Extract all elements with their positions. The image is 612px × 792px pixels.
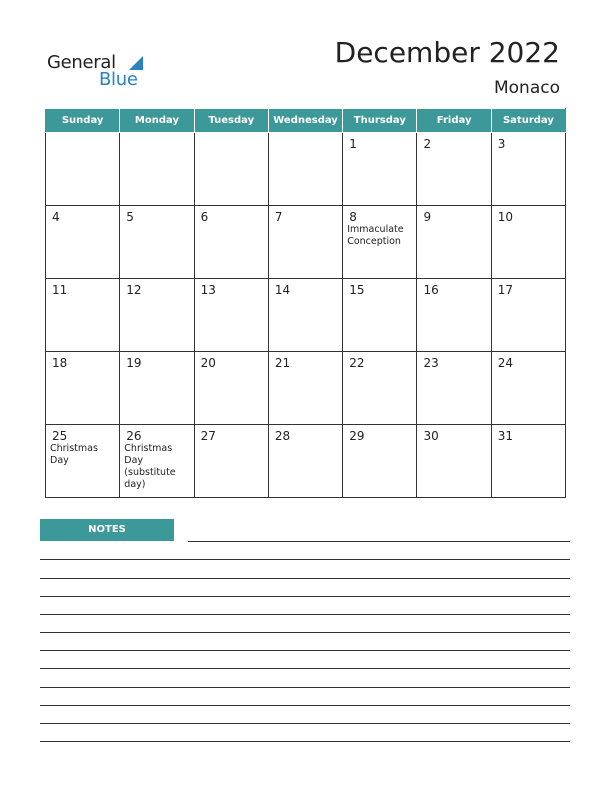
day-cell: [120, 133, 194, 206]
logo-general-text: General: [47, 52, 116, 73]
day-number: 4: [52, 210, 60, 224]
day-number: 23: [423, 356, 439, 370]
brand-logo: [47, 52, 157, 92]
day-number: 22: [349, 356, 365, 370]
day-cell: [194, 425, 268, 498]
day-cell: [268, 352, 342, 425]
day-cell: [417, 206, 491, 279]
day-cell: [120, 279, 194, 352]
holiday-label: Immaculate Conception: [347, 224, 404, 247]
day-cell: [194, 133, 268, 206]
day-number: 20: [200, 356, 216, 370]
notes-label: NOTES: [40, 519, 174, 541]
day-cell: [120, 206, 194, 279]
note-line: [40, 632, 570, 633]
day-number: 31: [497, 429, 514, 443]
week-row: [46, 425, 566, 498]
day-number: 30: [423, 429, 439, 443]
note-line: [40, 614, 570, 615]
day-cell: [491, 279, 565, 352]
weekday-header-row: [46, 109, 566, 133]
day-cell: [417, 279, 491, 352]
note-line: [40, 668, 570, 669]
day-number: 3: [497, 137, 506, 151]
holiday-label: Christmas Day: [50, 443, 98, 466]
day-number: 16: [423, 283, 439, 297]
day-number: 12: [126, 283, 142, 297]
day-number: 2: [423, 137, 432, 151]
note-line: [40, 650, 570, 651]
note-line: [40, 596, 570, 597]
day-number: 18: [52, 356, 68, 370]
note-line: [40, 705, 570, 706]
day-cell: [46, 133, 120, 206]
weekday-header-wednesday: Wednesday: [268, 109, 342, 133]
day-number: 6: [200, 210, 209, 224]
day-number: 5: [126, 210, 134, 224]
weekday-header-sunday: Sunday: [46, 109, 120, 133]
day-number: 15: [349, 283, 365, 297]
week-row: [46, 133, 566, 206]
day-number: 9: [423, 210, 432, 224]
day-cell: [343, 425, 417, 498]
day-cell: [268, 279, 342, 352]
day-number: 26: [126, 429, 142, 443]
day-cell: [46, 425, 120, 498]
note-line: [40, 741, 570, 742]
day-cell: [120, 425, 194, 498]
day-cell: [46, 279, 120, 352]
logo-blue-text: Blue: [99, 69, 138, 90]
day-cell: [194, 279, 268, 352]
day-cell: [343, 279, 417, 352]
day-number: 24: [497, 356, 514, 370]
day-cell: [343, 133, 417, 206]
month-calendar: [45, 108, 566, 498]
page-title: December 2022: [334, 36, 560, 69]
day-cell: [268, 133, 342, 206]
day-number: 7: [274, 210, 283, 224]
day-cell: [491, 352, 565, 425]
calendar-body: [46, 133, 566, 498]
day-number: 10: [497, 210, 514, 224]
day-number: 14: [274, 283, 291, 297]
day-cell: [417, 425, 491, 498]
note-line: [40, 687, 570, 688]
day-cell: [491, 425, 565, 498]
week-row: [46, 352, 566, 425]
note-line: [40, 578, 570, 579]
logo-triangle-icon: [129, 56, 143, 70]
day-cell: [491, 133, 565, 206]
weekday-header-friday: Friday: [417, 109, 491, 133]
day-cell: [343, 352, 417, 425]
day-number: 19: [126, 356, 142, 370]
weekday-header-monday: Monday: [120, 109, 194, 133]
day-cell: [194, 352, 268, 425]
note-line: [188, 541, 570, 542]
day-number: 17: [497, 283, 514, 297]
note-line: [40, 559, 570, 560]
day-number: 25: [52, 429, 68, 443]
country-label: Monaco: [493, 78, 560, 98]
day-cell: [491, 206, 565, 279]
day-cell: [194, 206, 268, 279]
week-row: [46, 279, 566, 352]
day-number: 11: [52, 283, 68, 297]
weekday-header-thursday: Thursday: [343, 109, 417, 133]
day-number: 28: [274, 429, 291, 443]
day-cell: [268, 425, 342, 498]
day-cell: [120, 352, 194, 425]
day-number: 13: [200, 283, 216, 297]
day-cell: [417, 133, 491, 206]
day-cell: [268, 206, 342, 279]
day-number: 27: [200, 429, 216, 443]
weekday-header-saturday: Saturday: [491, 109, 565, 133]
note-line: [40, 723, 570, 724]
day-number: 1: [349, 137, 357, 151]
day-number: 8: [349, 210, 357, 224]
day-cell: [46, 206, 120, 279]
holiday-label: Christmas Day (substitute day): [124, 443, 176, 490]
week-row: [46, 206, 566, 279]
weekday-header-tuesday: Tuesday: [194, 109, 268, 133]
day-number: 21: [274, 356, 291, 370]
day-cell: [46, 352, 120, 425]
day-number: 29: [349, 429, 365, 443]
day-cell: [417, 352, 491, 425]
day-cell: [343, 206, 417, 279]
